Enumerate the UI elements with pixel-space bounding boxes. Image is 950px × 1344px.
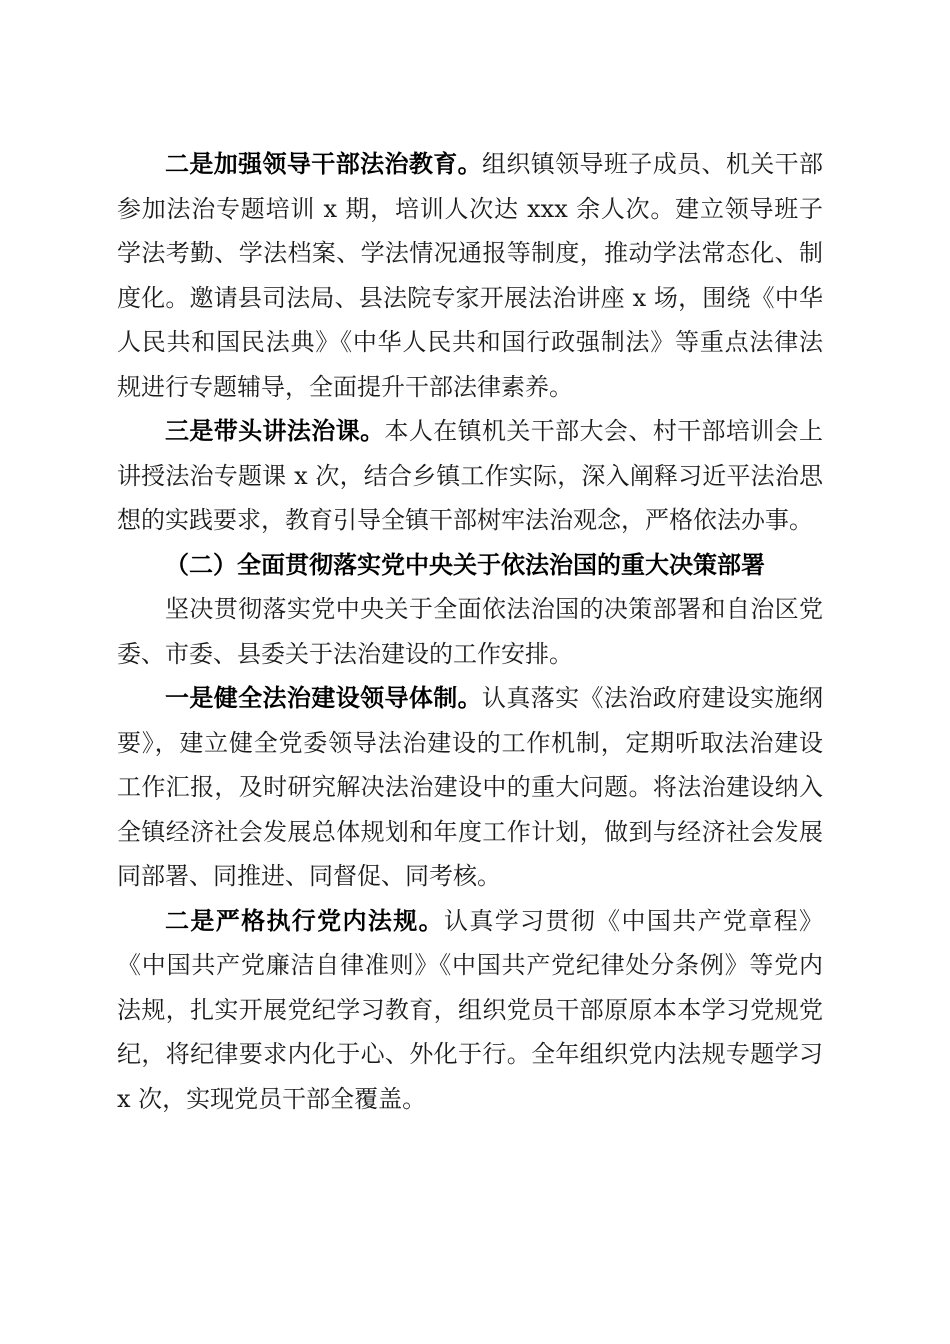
paragraph-leadership-system xyxy=(117,676,823,899)
section-heading: （二）全面贯彻落实党中央关于依法治国的重大决策部署 xyxy=(165,549,765,579)
paragraph-text: 认真落实《法治政府建设实施纲要》，建立健全党委领导法治建设的工作机制，定期听取法治建设工作汇报，及时研究解决法治建设中的重大问题。将法治建设纳入全镇经济社会发展总体规划和年度工作计划，做到与经济社会发展同部署、同推进、同督促、同考核。 xyxy=(117,684,823,890)
document-body xyxy=(117,142,823,1121)
paragraph-text: 组织镇领导班子成员、机关干部参加法治专题培训 x 期，培训人次达 xxx 余人次。建立领导班子学法考勤、学法档案、学法情况通报等制度，推动学法常态化、制度化。邀请县司法局、县法院专家开展法治讲座 x 场，围绕《中华人民共和国民法典》《中华人民共和国行政强制法》等重点法律法规进行专题辅导，全面提升干部法律素养。 xyxy=(117,150,823,401)
paragraph-lead: 二是严格执行党内法规。 xyxy=(165,905,444,935)
paragraph-party-regulations xyxy=(117,899,823,1122)
paragraph-leadership-education xyxy=(117,142,823,409)
paragraph-intro xyxy=(117,587,823,676)
paragraph-law-lecture xyxy=(117,409,823,543)
paragraph-text: 本人在镇机关干部大会、村干部培训会上讲授法治专题课 x 次，结合乡镇工作实际，深入阐释习近平法治思想的实践要求，教育引导全镇干部树牢法治观念，严格依法办事。 xyxy=(117,417,824,534)
paragraph-lead: 二是加强领导干部法治教育。 xyxy=(165,149,482,178)
paragraph-text: 认真学习贯彻《中国共产党章程》《中国共产党廉洁自律准则》《中国共产党纪律处分条例》等党内法规，扎实开展党纪学习教育，组织党员干部原原本本学习党规党纪，将纪律要求内化于心、外化于行。全年组织党内法规专题学习 x 次，实现党员干部全覆盖。 xyxy=(117,906,824,1113)
paragraph-text: 坚决贯彻落实党中央关于全面依法治国的决策部署和自治区党委、市委、县委关于法治建设的工作安排。 xyxy=(117,595,823,668)
paragraph-lead: 三是带头讲法治课。 xyxy=(165,416,385,445)
paragraph-lead: 一是健全法治建设领导体制。 xyxy=(165,683,482,712)
